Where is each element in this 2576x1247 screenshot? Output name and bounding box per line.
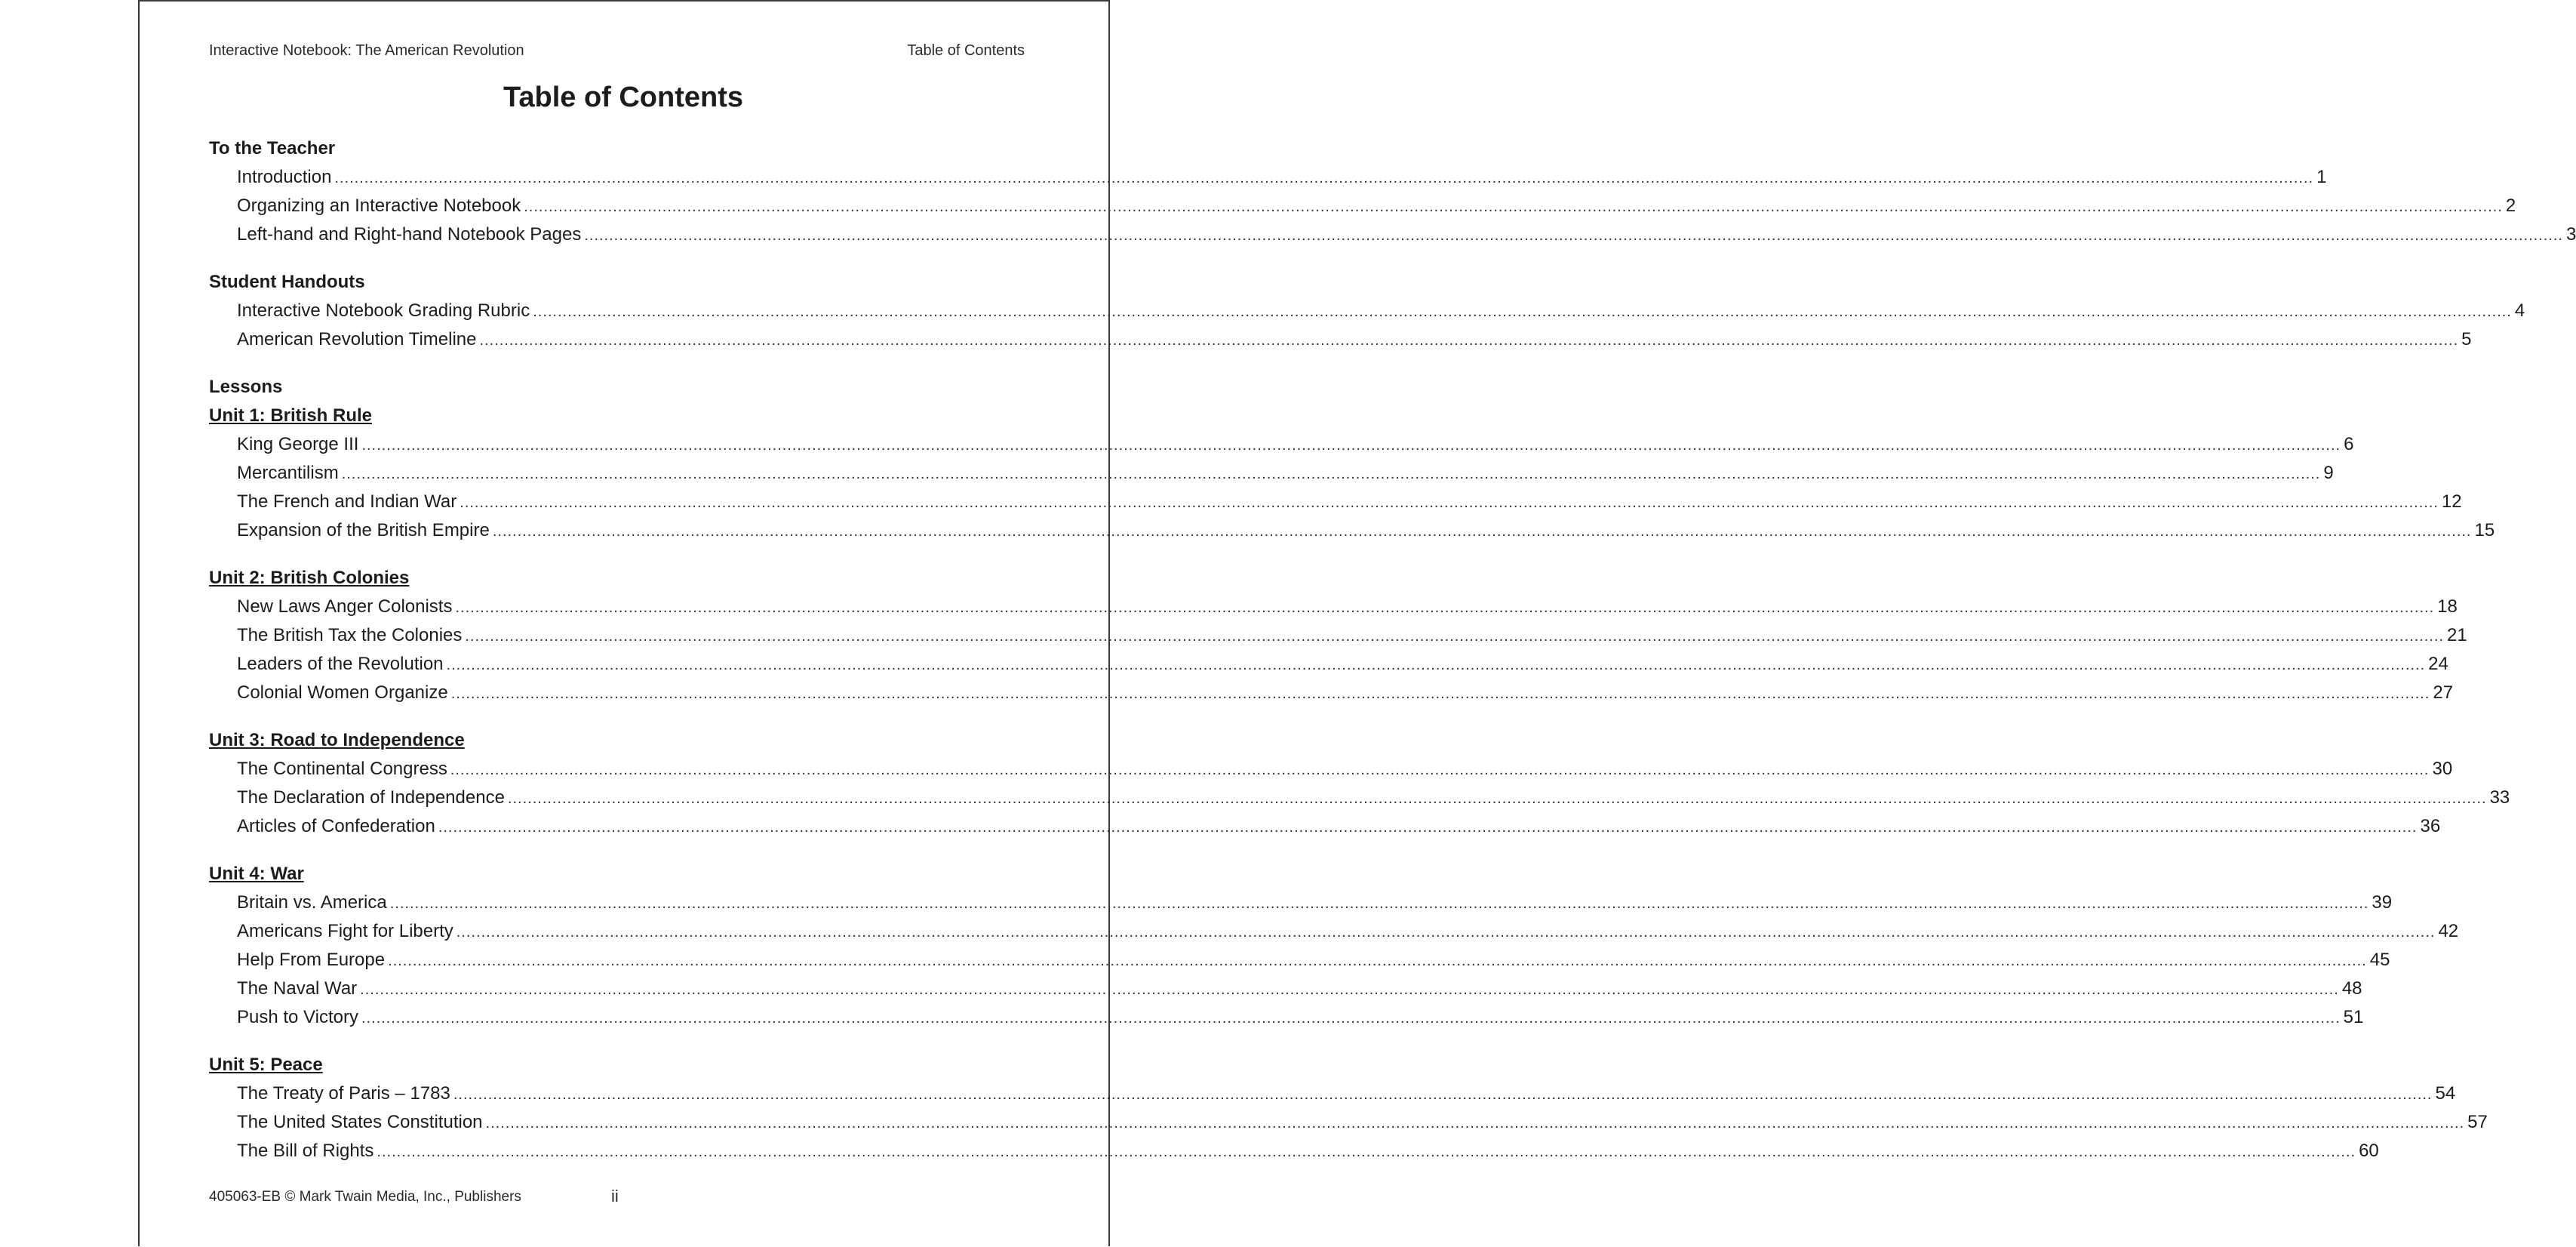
toc-entry-title: Expansion of the British Empire — [237, 520, 490, 540]
toc-section — [209, 564, 2467, 707]
section-heading: Unit 5: Peace — [209, 1055, 323, 1075]
toc-entry-title: The Declaration of Independence — [237, 787, 505, 808]
dot-leader: ................................................................................................................................................................................................................................................................................................................................................................................................................ — [341, 466, 2321, 482]
toc-section — [209, 373, 2495, 545]
dot-leader: ................................................................................................................................................................................................................................................................................................................................................................................................................ — [450, 762, 2430, 778]
footer-copyright: 405063-EB © Mark Twain Media, Inc., Publishers — [209, 1189, 521, 1205]
section-heading: Unit 3: Road to Independence — [209, 730, 465, 750]
toc-entry-title: Americans Fight for Liberty — [237, 921, 453, 941]
toc-entry-page: 21 — [2447, 625, 2467, 645]
dot-leader: ................................................................................................................................................................................................................................................................................................................................................................................................................ — [533, 303, 2512, 320]
toc-entry-page: 45 — [2369, 950, 2390, 970]
toc-entry-page: 3 — [2565, 224, 2576, 245]
toc-entry-page: 1 — [2316, 167, 2327, 187]
toc-entry-page: 9 — [2323, 463, 2334, 483]
toc-entry-page: 6 — [2344, 434, 2354, 454]
dot-leader: ................................................................................................................................................................................................................................................................................................................................................................................................................ — [361, 1010, 2341, 1027]
dot-leader: ................................................................................................................................................................................................................................................................................................................................................................................................................ — [456, 924, 2436, 941]
running-header-title: Interactive Notebook: The American Revolution — [209, 42, 524, 59]
section-heading: Unit 4: War — [209, 864, 304, 884]
toc-entry — [209, 593, 2458, 621]
toc-entry — [209, 1003, 2364, 1032]
toc-entry-page: 5 — [2461, 329, 2472, 349]
toc-entry-page: 4 — [2514, 300, 2525, 321]
dot-leader: ................................................................................................................................................................................................................................................................................................................................................................................................................ — [453, 1086, 2433, 1103]
toc-entry-page: 15 — [2474, 520, 2495, 540]
toc-entry-title: Left-hand and Right-hand Notebook Pages — [237, 224, 582, 245]
toc-entry — [209, 621, 2467, 650]
dot-leader: ................................................................................................................................................................................................................................................................................................................................................................................................................ — [492, 523, 2472, 540]
toc-entry-title: Colonial Women Organize — [237, 682, 448, 703]
toc-entry-page: 36 — [2420, 816, 2441, 836]
toc-entry-title: The Naval War — [237, 978, 358, 999]
toc-entry-page: 33 — [2489, 787, 2510, 808]
toc-entry — [209, 975, 2362, 1003]
toc-entry-title: The United States Constitution — [237, 1112, 483, 1132]
toc-entry — [209, 679, 2454, 707]
toc-entry-title: King George III — [237, 434, 359, 454]
toc-section — [209, 726, 2510, 841]
toc-entry — [209, 812, 2441, 841]
toc-entry — [209, 297, 2525, 325]
toc-entry — [209, 1137, 2379, 1165]
toc-entry-title: Organizing an Interactive Notebook — [237, 196, 521, 216]
toc-entry-page: 12 — [2441, 491, 2462, 512]
toc-entry — [209, 516, 2495, 545]
toc-entry — [209, 459, 2334, 488]
footer-page-number: ii — [611, 1187, 619, 1205]
toc-entry-page: 54 — [2435, 1083, 2456, 1104]
toc-section — [209, 860, 2459, 1032]
toc-entry-page: 18 — [2437, 596, 2458, 617]
toc-entry-title: Mercantilism — [237, 463, 339, 483]
toc-entry-page: 51 — [2343, 1007, 2364, 1027]
section-heading: Student Handouts — [209, 272, 365, 292]
unit-heading: Unit 1: British Rule — [209, 405, 373, 426]
toc-entry-title: The Bill of Rights — [237, 1141, 374, 1161]
dot-leader: ................................................................................................................................................................................................................................................................................................................................................................................................................ — [388, 953, 2367, 969]
dot-leader: ................................................................................................................................................................................................................................................................................................................................................................................................................ — [465, 628, 2445, 645]
dot-leader: ................................................................................................................................................................................................................................................................................................................................................................................................................ — [450, 685, 2430, 702]
toc-entry-title: Articles of Confederation — [237, 816, 435, 836]
toc-entry-page: 60 — [2359, 1141, 2379, 1161]
toc-entry-title: The British Tax the Colonies — [237, 625, 463, 645]
toc-entry-page: 42 — [2438, 921, 2459, 941]
toc-entry — [209, 784, 2510, 812]
dot-leader: ................................................................................................................................................................................................................................................................................................................................................................................................................ — [455, 599, 2435, 616]
toc-entry — [209, 1108, 2488, 1137]
toc-entry-title: The French and Indian War — [237, 491, 457, 512]
dot-leader: ................................................................................................................................................................................................................................................................................................................................................................................................................ — [446, 657, 2426, 673]
dot-leader: ................................................................................................................................................................................................................................................................................................................................................................................................................ — [360, 981, 2339, 998]
toc-entry — [209, 1079, 2456, 1108]
toc-entry-title: Push to Victory — [237, 1007, 358, 1027]
section-heading: Lessons — [209, 377, 283, 397]
dot-leader: ................................................................................................................................................................................................................................................................................................................................................................................................................ — [584, 227, 2563, 244]
running-header-section: Table of Contents — [907, 42, 1025, 59]
toc-section — [209, 134, 2576, 249]
toc-entry-title: American Revolution Timeline — [237, 329, 477, 349]
dot-leader: ................................................................................................................................................................................................................................................................................................................................................................................................................ — [361, 437, 2341, 454]
toc-entry — [209, 650, 2448, 679]
dot-leader: ................................................................................................................................................................................................................................................................................................................................................................................................................ — [334, 170, 2314, 186]
toc-entry — [209, 946, 2390, 975]
toc-entry — [209, 192, 2516, 220]
toc-entry-page: 30 — [2432, 759, 2453, 779]
toc-entry — [209, 488, 2462, 516]
toc-entry-page: 24 — [2428, 654, 2448, 674]
toc-entry — [209, 220, 2576, 249]
dot-leader: ................................................................................................................................................................................................................................................................................................................................................................................................................ — [377, 1144, 2356, 1160]
dot-leader: ................................................................................................................................................................................................................................................................................................................................................................................................................ — [438, 819, 2418, 836]
toc-entry-title: Introduction — [237, 167, 332, 187]
toc-entry — [209, 888, 2393, 917]
toc-entry — [209, 325, 2472, 354]
toc-entry-page: 48 — [2341, 978, 2362, 999]
toc-entry-title: Help From Europe — [237, 950, 386, 970]
toc-entry-page: 2 — [2505, 196, 2516, 216]
toc-entry-title: The Treaty of Paris – 1783 — [237, 1083, 450, 1104]
toc-entry-page: 27 — [2433, 682, 2454, 703]
toc-entry — [209, 917, 2459, 946]
toc-entry-title: Leaders of the Revolution — [237, 654, 444, 674]
toc-entry — [209, 755, 2453, 784]
toc-section — [209, 268, 2525, 354]
section-heading: Unit 2: British Colonies — [209, 568, 410, 588]
table-of-contents — [209, 134, 2576, 1184]
toc-section — [209, 1051, 2488, 1165]
dot-leader: ................................................................................................................................................................................................................................................................................................................................................................................................................ — [389, 895, 2369, 912]
page-title: Table of Contents — [503, 82, 744, 113]
toc-entry-title: Britain vs. America — [237, 892, 387, 913]
section-heading: To the Teacher — [209, 138, 336, 159]
toc-entry-page: 57 — [2467, 1112, 2488, 1132]
dot-leader: ................................................................................................................................................................................................................................................................................................................................................................................................................ — [485, 1115, 2465, 1132]
toc-entry — [209, 430, 2354, 459]
toc-entry-page: 39 — [2372, 892, 2393, 913]
toc-entry-title: New Laws Anger Colonists — [237, 596, 453, 617]
dot-leader: ................................................................................................................................................................................................................................................................................................................................................................................................................ — [524, 199, 2503, 215]
toc-entry-title: Interactive Notebook Grading Rubric — [237, 300, 530, 321]
dot-leader: ................................................................................................................................................................................................................................................................................................................................................................................................................ — [507, 790, 2487, 807]
dot-leader: ................................................................................................................................................................................................................................................................................................................................................................................................................ — [479, 332, 2459, 349]
toc-entry — [209, 163, 2327, 192]
toc-entry-title: The Continental Congress — [237, 759, 447, 779]
dot-leader: ................................................................................................................................................................................................................................................................................................................................................................................................................ — [460, 494, 2439, 511]
